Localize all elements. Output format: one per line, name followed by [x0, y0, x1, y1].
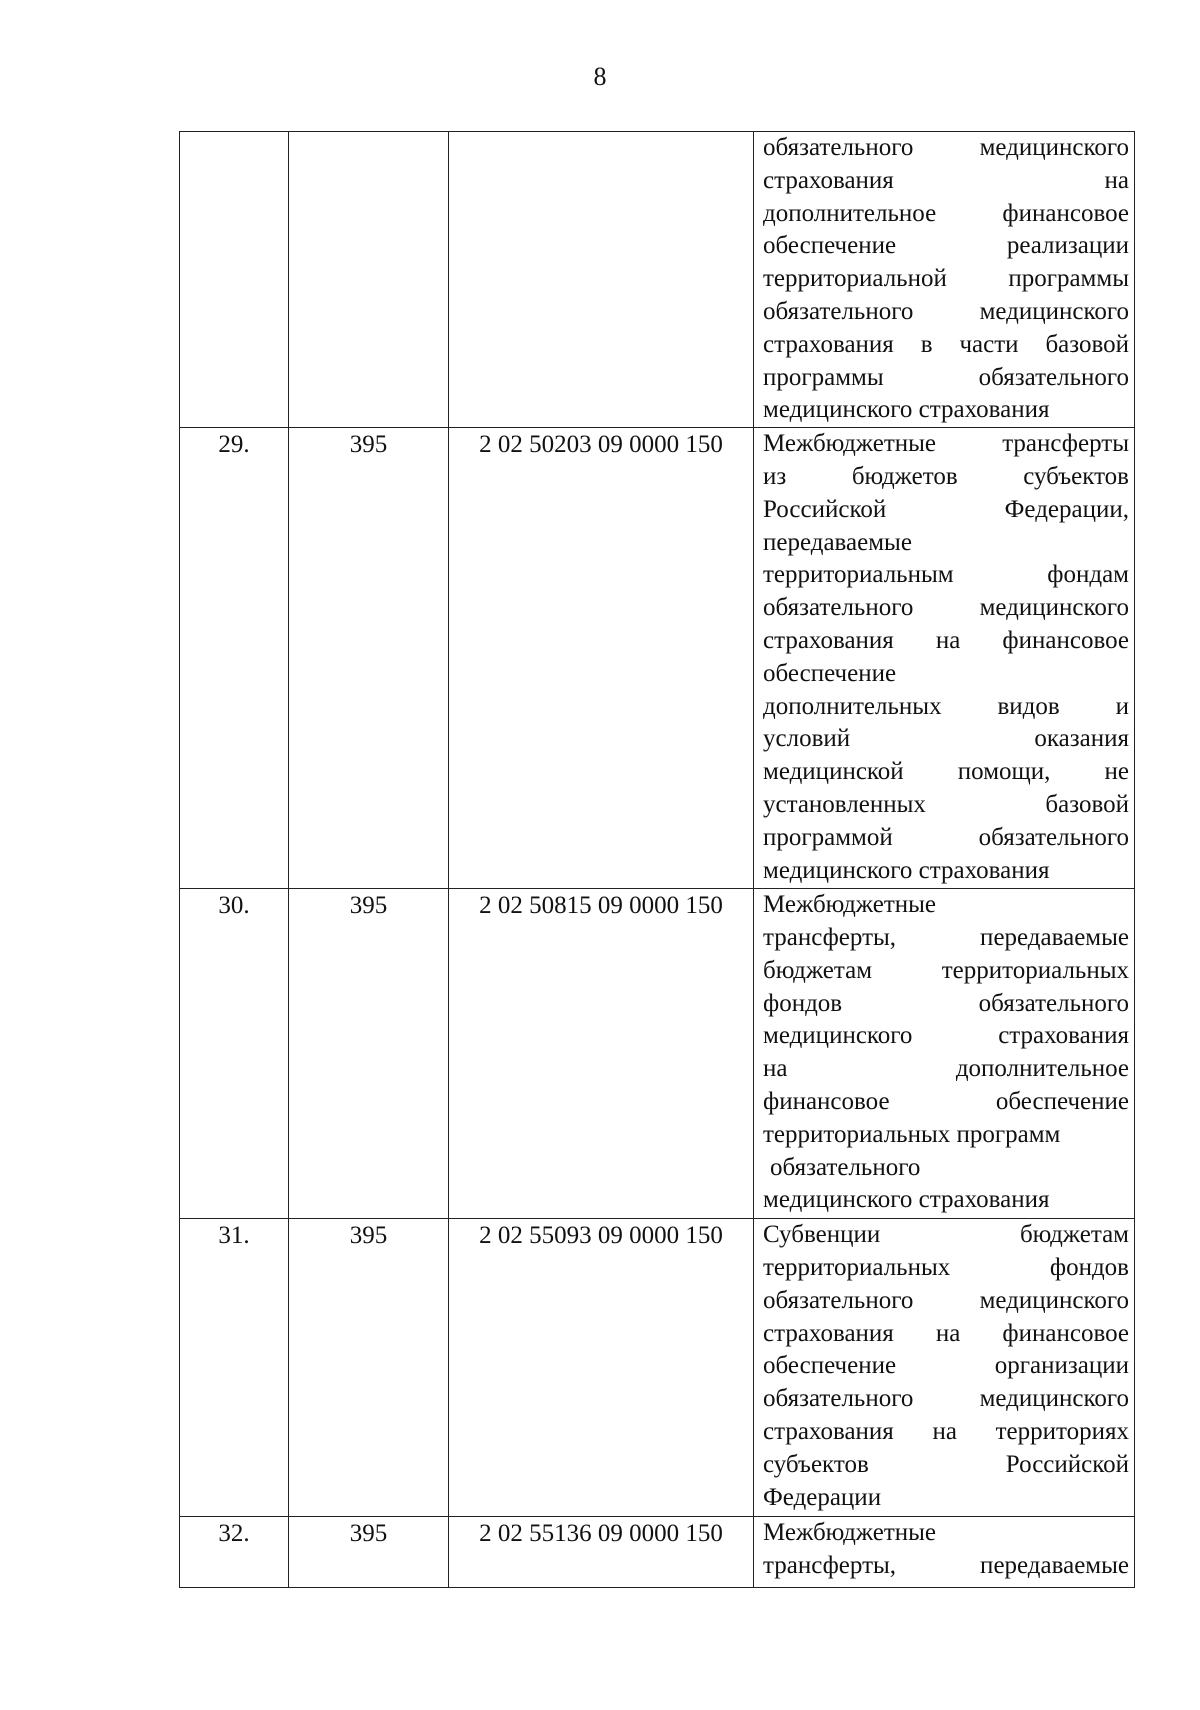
- row-number-cell: [180, 132, 289, 428]
- description-line: Межбюджетные трансферты: [763, 430, 1129, 458]
- description-line: обязательного медицинского: [763, 297, 1129, 325]
- row-number-cell: [180, 428, 289, 889]
- description-line: бюджетам территориальных: [763, 956, 1129, 984]
- kbk-code-cell: [449, 889, 754, 1219]
- kbk-code-cell: [449, 1219, 754, 1517]
- table-row: [180, 889, 1135, 1219]
- description-line: страхования на территориях: [763, 1417, 1129, 1445]
- description-line: территориальной программы: [763, 265, 1129, 293]
- description-line: страхования на финансовое: [763, 626, 1129, 654]
- row-number-cell: [180, 1517, 289, 1588]
- table-row: [180, 132, 1135, 428]
- description-line: территориальных фондов: [763, 1253, 1129, 1281]
- description-line: из бюджетов субъектов: [763, 462, 1129, 490]
- description-cell: [754, 428, 1135, 889]
- description-line: Российской Федерации,: [763, 495, 1129, 523]
- description-line: Федерации: [763, 1483, 882, 1511]
- admin-code: 395: [349, 1520, 388, 1548]
- description-line: обязательного: [770, 1153, 921, 1181]
- description-line: трансферты, передаваемые: [763, 923, 1129, 951]
- row-number: 29.: [218, 431, 250, 459]
- kbk-code-cell: [449, 132, 754, 428]
- row-number: 31.: [218, 1222, 250, 1250]
- description-cell: [754, 889, 1135, 1219]
- description-line: обязательного медицинского: [763, 594, 1129, 622]
- description-line: установленных базовой: [763, 790, 1129, 818]
- row-number: 32.: [218, 1520, 250, 1548]
- description-line: обеспечение реализации: [763, 232, 1129, 260]
- description-line: территориальным фондам: [763, 561, 1129, 589]
- admin-code: 395: [349, 892, 388, 920]
- table-row: [180, 1219, 1135, 1517]
- description-line: медицинского страхования: [763, 1022, 1129, 1050]
- description-line: трансферты, передаваемые: [763, 1551, 1129, 1579]
- description-line: медицинского страхования: [763, 856, 1050, 884]
- kbk-code-cell: [449, 428, 754, 889]
- kbk-code-cell: [449, 1517, 754, 1588]
- description-line: на дополнительное: [763, 1055, 1129, 1083]
- row-number: [180, 132, 288, 133]
- description-line: Межбюджетные: [763, 1519, 937, 1547]
- description-cell: [754, 132, 1135, 428]
- table-row: [180, 1517, 1135, 1588]
- description-line: дополнительных видов и: [763, 692, 1129, 720]
- budget-revenue-table: [179, 131, 1135, 1588]
- admin-code-cell: [289, 1219, 449, 1517]
- description-line: субъектов Российской: [763, 1450, 1129, 1478]
- description-line: фондов обязательного: [763, 989, 1129, 1017]
- description-line: дополнительное финансовое: [763, 199, 1129, 227]
- row-number: 30.: [218, 892, 250, 920]
- description-line: программы обязательного: [763, 363, 1129, 391]
- table-row: [180, 428, 1135, 889]
- admin-code-cell: [289, 889, 449, 1219]
- description-line: медицинской помощи, не: [763, 758, 1129, 786]
- description-line: программой обязательного: [763, 823, 1129, 851]
- description-line: финансовое обеспечение: [763, 1087, 1129, 1115]
- description-line: страхования на финансовое: [763, 1319, 1129, 1347]
- admin-code-cell: [289, 132, 449, 428]
- admin-code-cell: [289, 428, 449, 889]
- description-line: обязательного медицинского: [763, 134, 1129, 161]
- kbk-code: 2 02 50203 09 0000 150: [479, 431, 723, 459]
- admin-code-cell: [289, 1517, 449, 1588]
- kbk-code: 2 02 50815 09 0000 150: [479, 892, 723, 920]
- description-line: обязательного медицинского: [763, 1385, 1129, 1413]
- page-number: 8: [593, 62, 607, 91]
- description-line: медицинского страхования: [763, 1186, 1050, 1214]
- kbk-code: 2 02 55093 09 0000 150: [479, 1222, 723, 1250]
- row-number-cell: [180, 1219, 289, 1517]
- description-cell: [754, 1517, 1135, 1588]
- description-line: условий оказания: [763, 725, 1129, 753]
- description-line: территориальных программ: [763, 1120, 1061, 1148]
- description-line: Субвенции бюджетам: [763, 1221, 1129, 1249]
- description-line: обеспечение организации: [763, 1352, 1129, 1380]
- description-line: передаваемые: [763, 528, 912, 556]
- description-line: страхования на: [763, 166, 1129, 194]
- description-line: обязательного медицинского: [763, 1286, 1129, 1314]
- admin-code: 395: [349, 431, 388, 459]
- kbk-code: 2 02 55136 09 0000 150: [479, 1520, 723, 1548]
- row-number-cell: [180, 889, 289, 1219]
- description-line: страхования в части базовой: [763, 330, 1129, 358]
- kbk-code: [449, 132, 753, 133]
- admin-code: [289, 132, 448, 133]
- description-line: Межбюджетные: [763, 891, 937, 919]
- description-line: медицинского страхования: [763, 396, 1050, 424]
- description-cell: [754, 1219, 1135, 1517]
- description-line: обеспечение: [763, 659, 897, 687]
- admin-code: 395: [349, 1222, 388, 1250]
